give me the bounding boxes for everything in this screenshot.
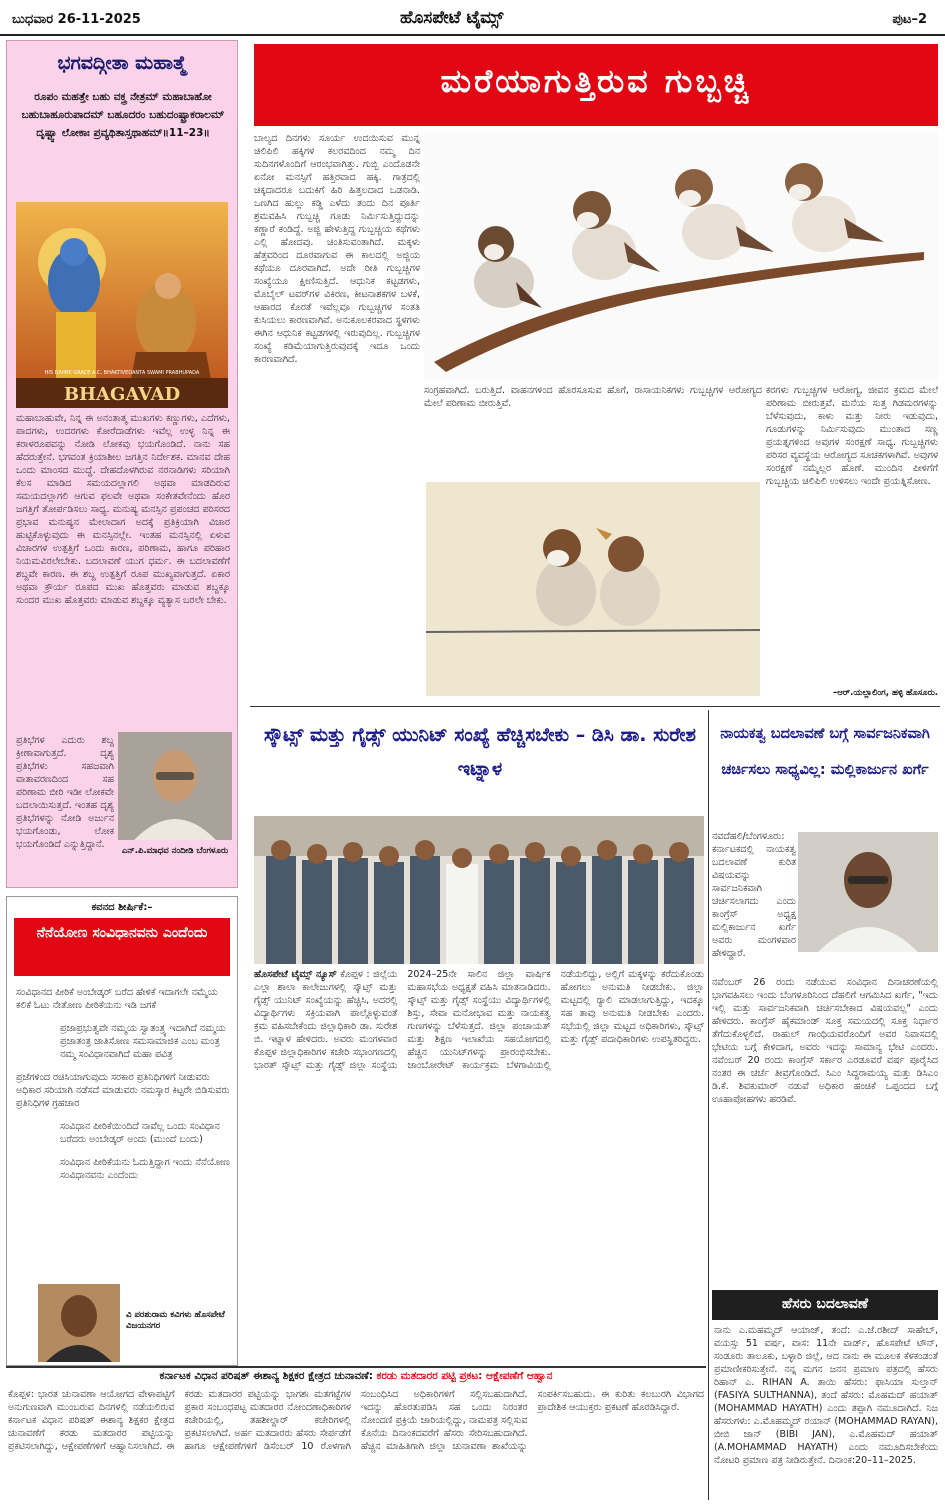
- kharge-portrait: [798, 832, 938, 952]
- poem-body: [16, 986, 230, 1282]
- divider: [250, 706, 940, 707]
- cover-subcaption: HIS DIVINE GRACE A.C. BHAKTIVEDANTA SWAMI PRABHUPADA: [44, 370, 200, 376]
- poem-label: ಕವನದ ಶೀರ್ಷಿಕೆ:–: [91, 902, 153, 913]
- author-photo: [118, 732, 232, 840]
- author-caption: ಎನ್.ಪಿ.ಮಾಧವ ನಂದೀಡಿ ಬೆಂಗಳೂರು: [121, 846, 229, 856]
- election-title-black: ಕರ್ನಾಟಕ ವಿಧಾನ ಪರಿಷತ್ ಈಶಾನ್ಯ ಶಿಕ್ಷಕರ ಕ್ಷೇತ್ರದ ಚುನಾವಣೆ:: [159, 1370, 373, 1382]
- poem-stanza: ಪ್ರಜಾಪ್ರಭುತ್ವವೇ ನಮ್ಮಯ ಸ್ವಾತಂತ್ರ್ಯ ಇದಾಗಿದೆ ನಮ್ಮಯ ಪ್ರಜಾತಂತ್ರ ಜಾತಿಸೋಣ ಸಮಸಾಮಾಜಿಕ ಎಂಬ ಮಂತ್ರ ನಮ್ಮ ಸಂವಿಧಾನವಾಗಿದೆ ಮಹಾ ಪವಿತ್ರ: [60, 1023, 226, 1060]
- issue-date: ಬುಧವಾರ 26-11-2025: [12, 12, 141, 27]
- gita-body: ಮಹಾಬಾಹುವೇ, ನಿನ್ನ ಈ ಅನಂತಾತ್ಮ ಮುಖಗಳು ಕಣ್ಣುಗಳು, ಎದೆಗಳು, ಪಾದಗಳು, ಉದರಗಳು ಕೋರೆದಾಡೆಗಳು ಇವೆಲ್ಲ ಉಳ್ಳ ನಿನ್ನ ಈ ಕರಾಳರೂಪವನ್ನು ನೋಡಿ ಲೋಕವು ಭಯಗೊಂಡಿದೆ. ನಾನು ಸಹ ಹೆದರುತ್ತೇನೆ. ಭಗವಂತ ಕ್ರಿಯಾಶೀಲ ಜಗತ್ತಿನ ನಿರ್ದೇಶಕ. ಮಾನವ ದೇಹ ಒಂದು ಮಾಂಸದ ಮುದ್ದೆ. ದೇಹದೊಳಗಿರುವ ನರನಾಡಿಗಳು ಸರಿಯಾಗಿ ಕೆಲಸ ಮಾಡಿದ ಸಮಯದಲ್ಲಾಗಲಿ ಅಥವಾ ಮಾಡದಿರುವ ಸಮಯದಲ್ಲಾಗಲಿ ಆಗುವ ಫಲವೇ ಅಥವಾ ಸಂಕೇತವೇನೆಂದು ಹೊರ ಜಗತ್ತಿಗೆ ತೋರ್ಪಡಿಸಲು ಸಾಧ್ಯ. ಮನುಷ್ಯ ಮನಸ್ಸಿನ ಪ್ರಪಂಚದ ಪರಿಸರದ ಪ್ರಭಾವ ಮನುಷ್ಯನ ಮೇಲಾದಾಗ ಅದಕ್ಕೆ ಪ್ರತಿಕ್ರಿಯಾಗಿ ವಿಚಾರ ಹುಟ್ಟಿಕೊಳ್ಳುವುದು ಈ ಮನಸ್ಸಿನಲ್ಲೇ. ಇಂತಹ ಮನಸ್ಸಿನಲ್ಲಿ ಏಳುವ ವಿಚಾರಗಳ ಉತ್ಪತ್ತಿಗೆ ಒಂದು ಕಾರಣ, ಪರಿಣಾಮ, ಹಾಗೂ ಪರಿಹಾರ ನಿಯಮವಿರಲೇಬೇಕು. ಬದಲಾವಣೆ ಯುಗ ಧರ್ಮ. ಈ ಬದಲಾವಣೆಗೆ ಶಬ್ದವೇ ಕಾರಣ. ಈ ಶಬ್ದ ಉತ್ಪತ್ತಿಗೆ ರೂಪ ಮುಖ್ಯವಾಗುತ್ತದೆ. ಏಕಾರ ಅಥವಾ ಕ್ರೌರ್ಯ ರೂಪದ ಮುಖ ಹೊತ್ತವರು ಮಾಡುವ ಶಬ್ದಕ್ಕೂ ಸುಂದರ ಮುಖ ಹೊತ್ತವರು ಮಾಡುವ ಶಬ್ದಕ್ಕೂ ವ್ಯತ್ಯಾಸ ಬರಲೇ ಬೇಕು.: [16, 413, 230, 606]
- name-change-title: ಹೆಸರು ಬದಲಾವಣೆ: [781, 1296, 869, 1312]
- poem-stanza: ಸಂವಿಧಾನ ಪೀಠಿಕೆಯಿಂದಿದೆ ನಾವೆಲ್ಲ ಒಂದು ಸಂವಿಧಾನ ಬರೆದರು ಅಂಬೇಡ್ಕರ್ ಅಂದು (ಮುಂದೆ ಬಂದು): [60, 1121, 220, 1145]
- poem-stanza: ಸಂವಿಧಾನದ ಪೀಠಿಕೆ ಅಂಬೇಡ್ಕರ್ ಬರೆದ ಹೇಳಿಕೆ ಇದಾಗಲೇ ನಮ್ಮೆಯ ಕಲಿಕೆ ಓಟು ನೇತೋಣ ಪೀಠಿಕೆಯನು ಇಡಿ ಜಗಕೆ: [16, 987, 218, 1011]
- gita-title: ಭಗವದ್ಗೀತಾ ಮಹಾತ್ಮೆ: [57, 52, 187, 74]
- page-number: ಪುಟ–2: [892, 12, 927, 27]
- sparrow-byline: –ಆರ್.ಯಲ್ಲಾಲಿಂಗ, ಹಳ್ಳಿ ಹೊಸೂರು.: [833, 688, 938, 698]
- poet-caption: ವಿ ಪರಶುರಾಮ ಕವಿಗಳು ಹೊಸಪೇಟೆ ವಿಜಯನಗರ: [126, 1310, 225, 1331]
- sparrow-photo-caption: ಸಂಗ್ರಹವಾಗಿದೆ. ಬರುತ್ತಿದೆ. ವಾಹನಗಳಿಂದ ಹೊರಸೂಸುವ ಹೊಗೆ, ರಾಸಾಯನಿಕಗಳು ಗುಬ್ಬಚ್ಚಿಗಳ ಆರೋಗ್ಯದ ಮೇಲೆ ಪರಿಣಾಮ ಬೀರುತ್ತಿವೆ.: [424, 385, 762, 409]
- poem-stanza: ಪ್ರಜೆಗಳಿಂದ ರಚಿಸಿಯಾಗುವುದು ಸರಕಾರ ಪ್ರತಿನಿಧಿಗಳಿಗೆ ನೀಡುವರು ಅಧಿಕಾರ ಸರಿಯಾಗಿ ನಡೆಸದೆ ಮಾಡುವರು ನಮಸ್ಕಾರ ಕಿಟ್ಟರೇ ಬಿಡಿಸುವರು ಪ್ರತಿನಿಧಿಗಳ ಗ್ರಹಚಾರ: [16, 1072, 230, 1109]
- scouts-text: ಕೊಪ್ಪಳ : ಜಿಲ್ಲೆಯ ಎಲ್ಲಾ ಶಾಲಾ ಕಾಲೇಜುಗಳಲ್ಲಿ ಸ್ಕೌಟ್ಸ್ ಮತ್ತು ಗೈಡ್ಸ್ ಯುನಿಟ್ ಸಂಖ್ಯೆಯನ್ನು ಹೆಚ್ಚಿಸಿ, ಅದರಲ್ಲಿ ವಿದ್ಯಾರ್ಥಿಗಳು ಸಕ್ರಿಯವಾಗಿ ಪಾಲ್ಗೊಳ್ಳುವಂತೆ ಕ್ರಮ ವಹಿಸಬೇಕೆಂದು ಜಿಲ್ಲಾಧಿಕಾರಿ ಡಾ. ಸುರೇಶ ಬಿ. ಇಟ್ನಾಳ ಹೇಳಿದರು. ಅವರು ಮಂಗಳವಾರ ಕೊಪ್ಪಳ ಜಿಲ್ಲಾಧಿಕಾರಿಗಳ ಕಚೇರಿ ಸಭಾಂಗಣದಲ್ಲಿ ಭಾರತ್ ಸ್ಕೌಟ್ಸ್ ಮತ್ತು ಗೈಡ್ಸ್ ಜಿಲ್ಲಾ ಸಂಸ್ಥೆಯ 2024–25ನೇ ಸಾಲಿನ ಜಿಲ್ಲಾ ವಾರ್ಷಿಕ ಮಹಾಸಭೆಯ ಅಧ್ಯಕ್ಷತೆ ವಹಿಸಿ ಮಾತನಾಡಿದರು. ಸ್ಕೌಟ್ಸ್ ಮತ್ತು ಗೈಡ್ಸ್ ಸಂಸ್ಥೆಯು ವಿದ್ಯಾರ್ಥಿಗಳಲ್ಲಿ ಶಿಸ್ತು, ಸೇವಾ ಮನೋಭಾವ ಮತ್ತು ನಾಯಕತ್ವ ಗುಣಗಳನ್ನು ಬೆಳೆಸುತ್ತದೆ. ಜಿಲ್ಲಾ ಪಂಚಾಯತ್ ಮತ್ತು ಶಿಕ್ಷಣ ಇಲಾಖೆಯ ಸಹಯೋಗದಲ್ಲಿ ಹೆಚ್ಚಿನ ಯುನಿಟ್‌ಗಳನ್ನು ಪ್ರಾರಂಭಿಸಬೇಕು. ಜಾಂಬೋರೇಟ್ ಕಾರ್ಯಕ್ರಮ ಬೆಳಗಾವಿಯಲ್ಲಿ ನಡೆಯಲಿದ್ದು, ಅಲ್ಲಿಗೆ ಮಕ್ಕಳನ್ನು ಕರೆದುಕೊಂಡು ಹೋಗಲು ಅನುಮತಿ ನೀಡಬೇಕು. ಜಿಲ್ಲಾ ಮಟ್ಟದಲ್ಲಿ ರ‍್ಯಾಲಿ ಮಾಡಲಾಗುತ್ತಿದ್ದು, ಇದಕ್ಕೂ ಸಹ ತಾವು ಅನುಮತಿ ನೀಡಬೇಕು ಎಂದರು. ಸಭೆಯಲ್ಲಿ ಜಿಲ್ಲಾ ಮಟ್ಟದ ಅಧಿಕಾರಿಗಳು, ಸ್ಕೌಟ್ಸ್ ಮತ್ತು ಗೈಡ್ಸ್ ಪದಾಧಿಕಾರಿಗಳು ಉಪಸ್ಥಿತರಿದ್ದರು.: [254, 969, 704, 1071]
- scouts-meeting-photo: [254, 816, 704, 964]
- sparrows-on-branch-photo: [424, 132, 938, 380]
- krishna-arjuna-illustration: [16, 202, 228, 408]
- divider: [708, 710, 709, 1500]
- kharge-photo: [798, 832, 938, 952]
- gita-verse: ರೂಪಂ ಮಹತ್ತೇ ಬಹು ವಕ್ತ್ರ ನೇತ್ರಮ್ ಮಹಾಬಾಹೋ ಬಹುಬಾಹೂರುಪಾದಮ್ ಬಹೂದರಂ ಬಹುದಂಷ್ಟ್ರಾಕರಾಲಮ್ ದೃಷ್ಟ್ವಾ ಲೋಕಾಃ ಪ್ರವ್ಯಥಿತಾಸ್ತಥಾಹಮ್॥11–23॥: [21, 91, 225, 139]
- poet-photo: [38, 1284, 120, 1362]
- scouts-headline: ಸ್ಕೌಟ್ಸ್ ಮತ್ತು ಗೈಡ್ಸ್ ಯುನಿಟ್ ಸಂಖ್ಯೆ ಹೆಚ್ಚಿಸಬೇಕು – ಡಿಸಿ ಡಾ. ಸುರೇಶ ಇಟ್ನಾಳ: [264, 724, 696, 780]
- name-change-body: ನಾನು ಎ.ಮಹಮ್ಮದ್ ಆಯಾಜ್, ತಂದೆ: ಎ.ಜೆ.ರಶೀದ್ ಸಾಹೇಬ್, ವಯಸ್ಸು 51 ವರ್ಷ, ವಾಸ: 11ನೇ ವಾರ್ಡ್, ಹೊಸಪೇಟೆ ಟೌನ್, ಸಂಡೂರು ತಾಲೂಕು, ಬಳ್ಳಾರಿ ಜಿಲ್ಲೆ, ಆದ ನಾನು ಈ ಮೂಲಕ ಕೆಳಕಂಡಂತೆ ಪ್ರಮಾಣೀಕರಿಸುತ್ತೇನೆ. ನನ್ನ ಮಗನ ಜನನ ಪ್ರಮಾಣ ಪತ್ರದಲ್ಲಿ ಹೆಸರು ರಿಹಾನ್ ಎ. RIHAN A. ತಾಯಿ ಹೆಸರು: ಫಾಸಿಯಾ ಸುಲ್ತಾನ್ (FASIYA SULTHANNA), ತಂದೆ ಹೆಸರು: ಮೊಹಮದ್ ಹಯಾತ್ (MOHAMMAD HAYATH) ಎಂದು ತಪ್ಪಾಗಿ ನಮೂದಾಗಿದೆ. ನಿಜ ಹೆಸರುಗಳು: ಎ.ಮೊಹಮ್ಮದ್ ರಯಾನ್ (MOHAMMAD RAYAN), ಬೀಬಿ ಜಾನ್ (BIBI JAN), ಎ.ಮೊಹಮದ್ ಹಯಾತ್ (A.MOHAMMAD HAYATH) ಎಂದು ನಮೂದಿಸಬೇಕೆಂದು ನೋಟರಿ ಪ್ರಮಾಣ ಪತ್ರ ನೀಡಿರುತ್ತೇನೆ. ದಿನಾಂಕ:20–11–2025.: [714, 1325, 938, 1466]
- poem-title: ನೆನೆಯೋಣ ಸಂವಿಧಾನವನು ಎಂದೆಂದು: [36, 925, 208, 941]
- election-body: ಕೊಪ್ಪಳ: ಭಾರತ ಚುನಾವಣಾ ಆಯೋಗದ ವೇಳಾಪಟ್ಟಿಗೆ ಅನುಗುಣವಾಗಿ ಮುಂಬರುವ ದಿನಗಳಲ್ಲಿ ನಡೆಯಲಿರುವ ಕರ್ನಾಟಕ ವಿಧಾನ ಪರಿಷತ್ ಈಶಾನ್ಯ ಶಿಕ್ಷಕರ ಕ್ಷೇತ್ರದ ಚುನಾವಣೆಗೆ ಕರಡು ಮತದಾರರ ಪಟ್ಟಿಯನ್ನು ಪ್ರಕಟಿಸಲಾಗಿದ್ದು, ಆಕ್ಷೇಪಣೆಗಳಿಗೆ ಆಹ್ವಾನಿಸಲಾಗಿದೆ. ಈ ಕರಡು ಮತದಾರರ ಪಟ್ಟಿಯನ್ನು ಭಾಗಶಃ ಮತಗಟ್ಟೆಗಳ ಪ್ರಕಾರ ಸಂಬಂಧಪಟ್ಟ ಮತದಾರರ ನೋಂದಣಾಧಿಕಾರಿಗಳ ಕಚೇರಿಯಲ್ಲಿ, ತಹಶೀಲ್ದಾರ್ ಕಚೇರಿಗಳಲ್ಲಿ ಪ್ರಕಟಿಸಲಾಗಿದೆ. ಅರ್ಹ ಮತದಾರರು ಹೆಸರು ಸೇರ್ಪಡೆಗೆ ಹಾಗೂ ಆಕ್ಷೇಪಣೆಗಳಿಗೆ ಡಿಸೆಂಬರ್ 10 ರೊಳಗಾಗಿ ಸಂಬಂಧಿಸಿದ ಅಧಿಕಾರಿಗಳಿಗೆ ಸಲ್ಲಿಸಬಹುದಾಗಿದೆ. ಇದನ್ನು ಹೊರತುಪಡಿಸಿ ಸಹ ಒಂದು ನಿರಂತರ ನೋಂದಣಿ ಪ್ರಕ್ರಿಯೆ ಜಾರಿಯಲ್ಲಿದ್ದು, ನಾಮಪತ್ರ ಸಲ್ಲಿಸುವ ಕೊನೆಯ ದಿನಾಂಕದವರೆಗೆ ಹೆಸರು ಸೇರಿಸಬಹುದಾಗಿದೆ. ಹೆಚ್ಚಿನ ಮಾಹಿತಿಗಾಗಿ ಜಿಲ್ಲಾ ಚುನಾವಣಾ ಶಾಖೆಯನ್ನು ಸಂಪರ್ಕಿಸಬಹುದು. ಈ ಕುರಿತು ಕಲಬುರಗಿ ವಿಭಾಗದ ಪ್ರಾದೇಶಿಕ ಆಯುಕ್ತರು ಪ್ರಕಟಣೆ ಹೊರಡಿಸಿದ್ದಾರೆ.: [8, 1389, 704, 1452]
- sparrow-pair-photo: [426, 482, 760, 696]
- newspaper-title: ಹೊಸಪೇಟೆ ಟೈಮ್ಸ್: [400, 8, 504, 28]
- scouts-dateline: ಹೊಸಪೇಟೆ ಟೈಮ್ಸ್ ನ್ಯೂಸ್: [254, 969, 337, 980]
- poet-portrait: [38, 1284, 120, 1362]
- author-portrait: [118, 732, 232, 840]
- sparrow-title: ಮರೆಯಾಗುತ್ತಿರುವ ಗುಬ್ಬಚ್ಚಿ: [440, 62, 752, 100]
- gita-body-continued: ಪ್ರತಿಭೆಗಳ ಎದುರು ಶಬ್ದ ಕ್ರೀಣಾವಾಗುತ್ತದೆ. ದೃಶ್ಯ ಪ್ರತಿಭೆಗಳು ಸಹಜವಾಗಿ ವಾತಾವರಣದಿಂದ ಸಹ ಪರಿಣಾಮ ಬೀರಿ ಇಡೀ ಲೋಕವೇ ಬದಲಾಯಿಸುತ್ತದೆ. ಇಂತಹ ದೃಶ್ಯ ಪ್ರತಿಭೆಗಳನ್ನು ನೋಡಿ ಅರ್ಜುನ ಭಯಗೊಂಡು, ಲೋಕ ಭಯಗೊಂಡಿದೆ ಎನ್ನುತ್ತಿದ್ದಾನೆ.: [16, 735, 114, 850]
- election-title-red: ಕರಡು ಮತದಾರರ ಪಟ್ಟಿ ಪ್ರಕಟ: ಆಕ್ಷೇಪಣೆಗೆ ಆಹ್ವಾನ: [376, 1370, 553, 1382]
- cover-caption: BHAGAVAD: [63, 384, 181, 405]
- election-headline: [6, 1370, 706, 1383]
- sparrow-column-3: ಕರಗಳು ಗುಬ್ಬಚ್ಚಿಗಳ ಆರೋಗ್ಯ, ಜೀವನ ಕ್ರಮದ ಮೇಲೆ ಪರಿಣಾಮ ಬೀರುತ್ತವೆ. ಮನೆಯ ಸುತ್ತ ಗಿಡಮರಗಳನ್ನು ಬೆಳೆಸುವುದು, ಕಾಳು ಮತ್ತು ನೀರು ಇಡುವುದು, ಗೂಡುಗಳನ್ನು ನಿರ್ಮಿಸುವುದು ಮುಂತಾದ ಸಣ್ಣ ಪ್ರಯತ್ನಗಳಿಂದ ಅವುಗಳ ಸಂರಕ್ಷಣೆ ಸಾಧ್ಯ. ಗುಬ್ಬಚ್ಚಿಗಳು ಪರಿಸರ ವ್ಯವಸ್ಥೆಯ ಆರೋಗ್ಯದ ಸೂಚಕಗಳಾಗಿವೆ. ಅವುಗಳ ಸಂರಕ್ಷಣೆ ನಮ್ಮೆಲ್ಲರ ಹೊಣೆ. ಮುಂದಿನ ಪೀಳಿಗೆಗೆ ಗುಬ್ಬಚ್ಚಿಯ ಚಿಲಿಪಿಲಿ ಉಳಿಸಲು ಇಂದೇ ಪ್ರಯತ್ನಿಸೋಣ.: [766, 385, 938, 487]
- divider: [6, 1366, 706, 1368]
- scouts-body: [254, 968, 704, 1360]
- poem-stanza: ಸಂವಿಧಾನ ಪೀಠಿಕೆಯನು ಓದುತ್ತಿದ್ದಾಗ ಇಂದು ನೆನೆಯೋಣ ಸಂವಿಧಾನವನು ಎಂದೆಂದು: [60, 1157, 230, 1181]
- kharge-intro: ನವದೆಹಲಿ/ಬೆಂಗಳೂರು: ಕರ್ನಾಟಕದಲ್ಲಿ ನಾಯಕತ್ವ ಬದಲಾವಣೆ ಕುರಿತ ವಿಷಯವನ್ನು ಸಾರ್ವಜನಿಕವಾಗಿ ಚರ್ಚಿಸಲಾಗದು ಎಂದು ಕಾಂಗ್ರೆಸ್ ಅಧ್ಯಕ್ಷ ಮಲ್ಲಿಕಾರ್ಜುನ ಖರ್ಗೆ ಅವರು ಮಂಗಳವಾರ ಹೇಳಿದ್ದಾರೆ.: [712, 831, 796, 959]
- kharge-body: ನವೆಂಬರ್ 26 ರಂದು ನಡೆಯುವ ಸಂವಿಧಾನ ದಿನಾಚರಣೆಯಲ್ಲಿ ಭಾಗವಹಿಸಲು ಇಂದು ಬೆಂಗಳೂರಿನಿಂದ ದೆಹಲಿಗೆ ಆಗಮಿಸಿದ ಖರ್ಗೆ, "ಇದು ಇಲ್ಲಿ ಮತ್ತು ಸಾರ್ವಜನಿಕವಾಗಿ ಚರ್ಚಿಸಬೇಕಾದ ವಿಷಯವಲ್ಲ" ಎಂದು ಹೇಳಿದರು. ಕಾಂಗ್ರೆಸ್ ಹೈಕಮಾಂಡ್ ಸೂಕ್ತ ಸಮಯದಲ್ಲಿ ಸೂಕ್ತ ನಿರ್ಧಾರ ತೆಗೆದುಕೊಳ್ಳಲಿದೆ. ರಾಹುಲ್ ಗಾಂಧಿಯವರೊಂದಿಗೆ ಅವರ ನಿವಾಸದಲ್ಲಿ ಭೇಟಿಯ ಬಗ್ಗೆ ಕೇಳಿದಾಗ, ಅವರು ಇದನ್ನು ಸಾಮಾನ್ಯ ಭೇಟಿ ಎಂದರು. ನವೆಂಬರ್ 20 ರಂದು ಕಾಂಗ್ರೆಸ್ ಸರ್ಕಾರ ಎರಡೂವರೆ ವರ್ಷ ಪೂರೈಸಿದ ನಂತರ ಈ ಚರ್ಚೆ ತೀವ್ರಗೊಂಡಿದೆ. ಸಿಎಂ ಸಿದ್ದರಾಮಯ್ಯ ಮತ್ತು ಡಿಸಿಎಂ ಡಿ.ಕೆ. ಶಿವಕುಮಾರ್ ನಡುವೆ ಅಧಿಕಾರ ಹಂಚಿಕೆ ಒಪ್ಪಂದದ ಬಗ್ಗೆ ಊಹಾಪೋಹಗಳು ಹರಡಿವೆ.: [712, 977, 938, 1105]
- sparrows-branch-illustration: [424, 132, 938, 380]
- kharge-headline: ನಾಯಕತ್ವ ಬದಲಾವಣೆ ಬಗ್ಗೆ ಸಾರ್ವಜನಿಕವಾಗಿ ಚರ್ಚಿಸಲು ಸಾಧ್ಯವಿಲ್ಲ: ಮಲ್ಲಿಕಾರ್ಜುನ ಖರ್ಗೆ: [720, 726, 930, 778]
- sparrow-pair-illustration: [426, 482, 760, 696]
- sparrow-column-1: ಬಾಲ್ಯದ ದಿನಗಳು ಸೂರ್ಯ ಉದಯಿಸುವ ಮುನ್ನ ಚಿಲಿಪಿಲಿ ಹಕ್ಕಿಗಳ ಕಲರವದಿಂದ ನಮ್ಮ ದಿನ ಸುದಿನಗಳೊಂದಿಗೆ ಆರಂಭವಾಗಿತ್ತು. ಗುಬ್ಬಿ ಎಂದೊಡನೇ ಏನೋ ಮನಸ್ಸಿಗೆ ಹತ್ತಿರವಾದ ಹಕ್ಕಿ. ಗಾತ್ರದಲ್ಲಿ ಚಿಕ್ಕದಾದರೂ ಬದುಕಿಗೆ ಹಿರಿ ಹಿತ್ತಲದಾದ ಒಡನಾಡಿ. ಒಣಗಿದ ಹುಲ್ಲು ಕಡ್ಡಿ ಎಳೆದು ತಂದು ದಿನ ಪೂರ್ತಿ ಶ್ರಮವಹಿಸಿ ಗುಬ್ಬಚ್ಚಿ ಗೂಡು ನಿರ್ಮಿಸುತ್ತಿದ್ದುದನ್ನು ಕಣ್ಣಾರೆ ಕಂಡಿದ್ದೆ. ಅಜ್ಜಿ ಹೇಳುತ್ತಿದ್ದ ಗುಬ್ಬಚ್ಚಿಯ ಕಥೆಗಳು ಎಲ್ಲಿ ಹೋದವು. ಚಿಂತಿಸುವಂತಾಗಿದೆ. ಮಕ್ಕಳು ಹೆತ್ತವರಿಂದ ದೂರವಾಗುವ ಈ ಕಾಲದಲ್ಲಿ ಅಜ್ಜಿಯ ಕಥೆಯೂ ದೂರವಾಗಿದೆ. ಅದೇ ರೀತಿ ಗುಬ್ಬಚ್ಚಿಗಳ ಸಂಖ್ಯೆಯೂ ಕ್ಷೀಣಿಸುತ್ತಿದೆ. ಆಧುನಿಕ ಕಟ್ಟಡಗಳು, ಮೊಬೈಲ್ ಟವರ್‌ಗಳ ವಿಕಿರಣ, ಕೀಟನಾಶಕಗಳ ಬಳಕೆ, ಆಹಾರದ ಕೊರತೆ ಇವೆಲ್ಲವೂ ಗುಬ್ಬಚ್ಚಿಗಳ ಸಂತತಿ ಕುಸಿಯಲು ಕಾರಣವಾಗಿವೆ. ಅನುಕೂಲಕರವಾದ ಸ್ಥಳಗಳು ಈಗಿನ ಆಧುನಿಕ ಕಟ್ಟಡಗಳಲ್ಲಿ ಇರುವುದಿಲ್ಲ. ಗುಬ್ಬಚ್ಚಿಗಳ ಸಂಖ್ಯೆ ಕಡಿಮೆಯಾಗುತ್ತಿರುವುದಕ್ಕೆ ಇದೂ ಒಂದು ಕಾರಣವಾಗಿದೆ.: [254, 133, 420, 365]
- scouts-group-illustration: [254, 816, 704, 964]
